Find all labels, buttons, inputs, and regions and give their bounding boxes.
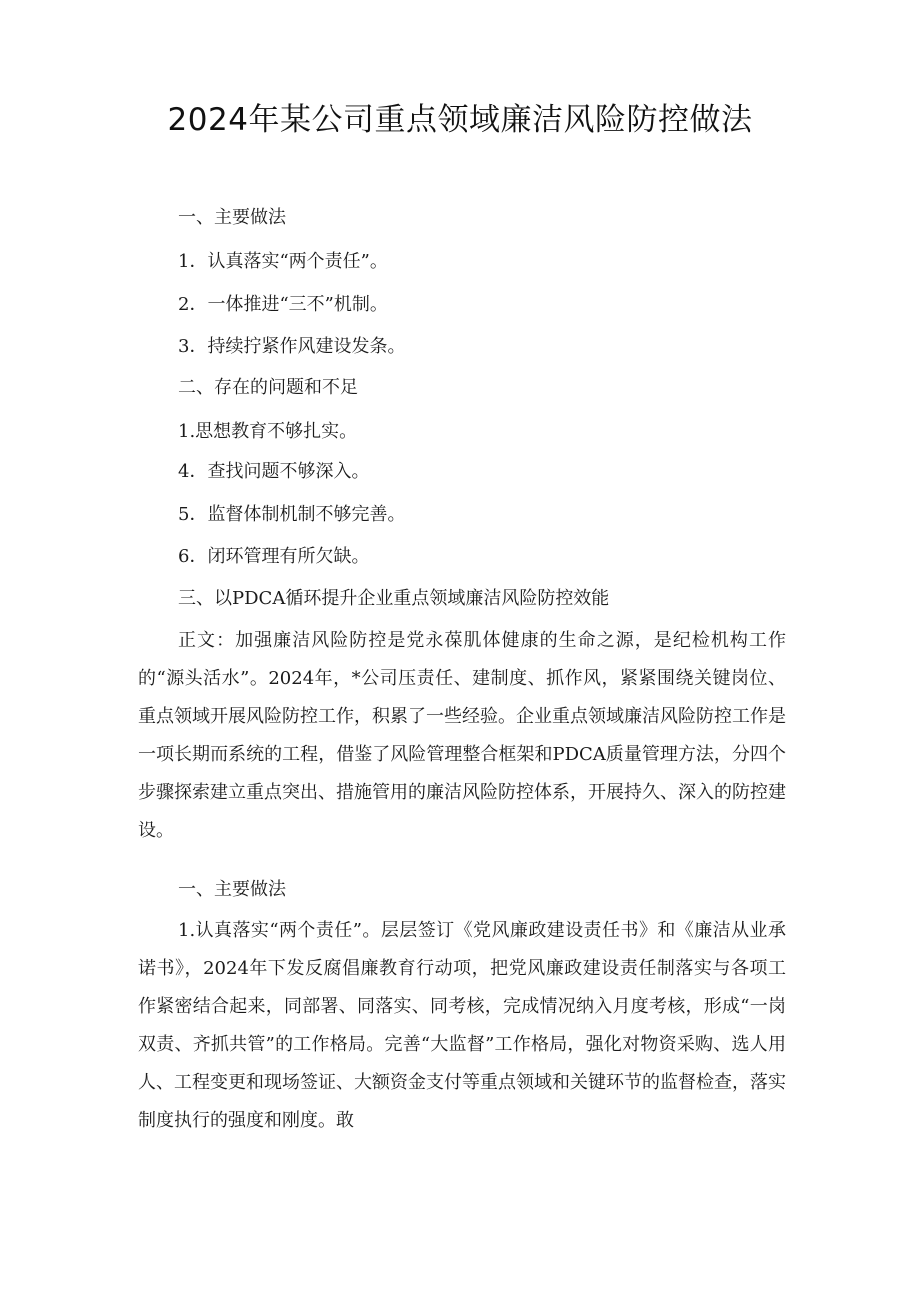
section-heading: 一、主要做法 bbox=[178, 879, 286, 900]
outline-item: 二、存在的问题和不足 bbox=[178, 377, 358, 398]
outline-item: 5．监督体制机制不够完善。 bbox=[178, 504, 406, 525]
outline-item: 6．闭环管理有所欠缺。 bbox=[178, 546, 370, 567]
section-paragraph: 1.认真落实“两个责任”。层层签订《党风廉政建设责任书》和《廉洁从业承诺书》，2024年下发反腐倡廉教育行动项，把党风廉政建设责任制落实与各项工作紧密结合起来，同部署、同落实、同考核，完成情况纳入月度考核，形成“一岗双责、齐抓共管”的工作格局。完善“大监督”工作格局，强化对物资采购、选人用人、工程变更和现场签证、大额资金支付等重点领域和关键环节的监督检查，落实制度执行的强度和刚度。敢 bbox=[138, 920, 786, 1131]
document-title: 2024年某公司重点领域廉洁风险防控做法 bbox=[167, 102, 753, 138]
outline-item: 一、主要做法 bbox=[178, 207, 286, 228]
outline-item: 2．一体推进“三不”机制。 bbox=[178, 294, 388, 315]
outline-item: 4．查找问题不够深入。 bbox=[178, 461, 370, 482]
outline-item: 三、以PDCA循环提升企业重点领域廉洁风险防控效能 bbox=[178, 588, 610, 609]
main-paragraph: 正文：加强廉洁风险防控是党永葆肌体健康的生命之源，是纪检机构工作的“源头活水”。2024年，*公司压责任、建制度、抓作风，紧紧围绕关键岗位、重点领域开展风险防控工作，积累了一些经验。企业重点领域廉洁风险防控工作是一项长期而系统的工程，借鉴了风险管理整合框架和PDCA质量管理方法，分四个步骤探索建立重点突出、措施管用的廉洁风险防控体系，开展持久、深入的防控建设。 bbox=[138, 630, 786, 841]
outline-item: 3．持续拧紧作风建设发条。 bbox=[178, 336, 406, 357]
outline-item: 1．认真落实“两个责任”。 bbox=[178, 251, 388, 272]
outline-item: 1.思想教育不够扎实。 bbox=[178, 421, 358, 442]
